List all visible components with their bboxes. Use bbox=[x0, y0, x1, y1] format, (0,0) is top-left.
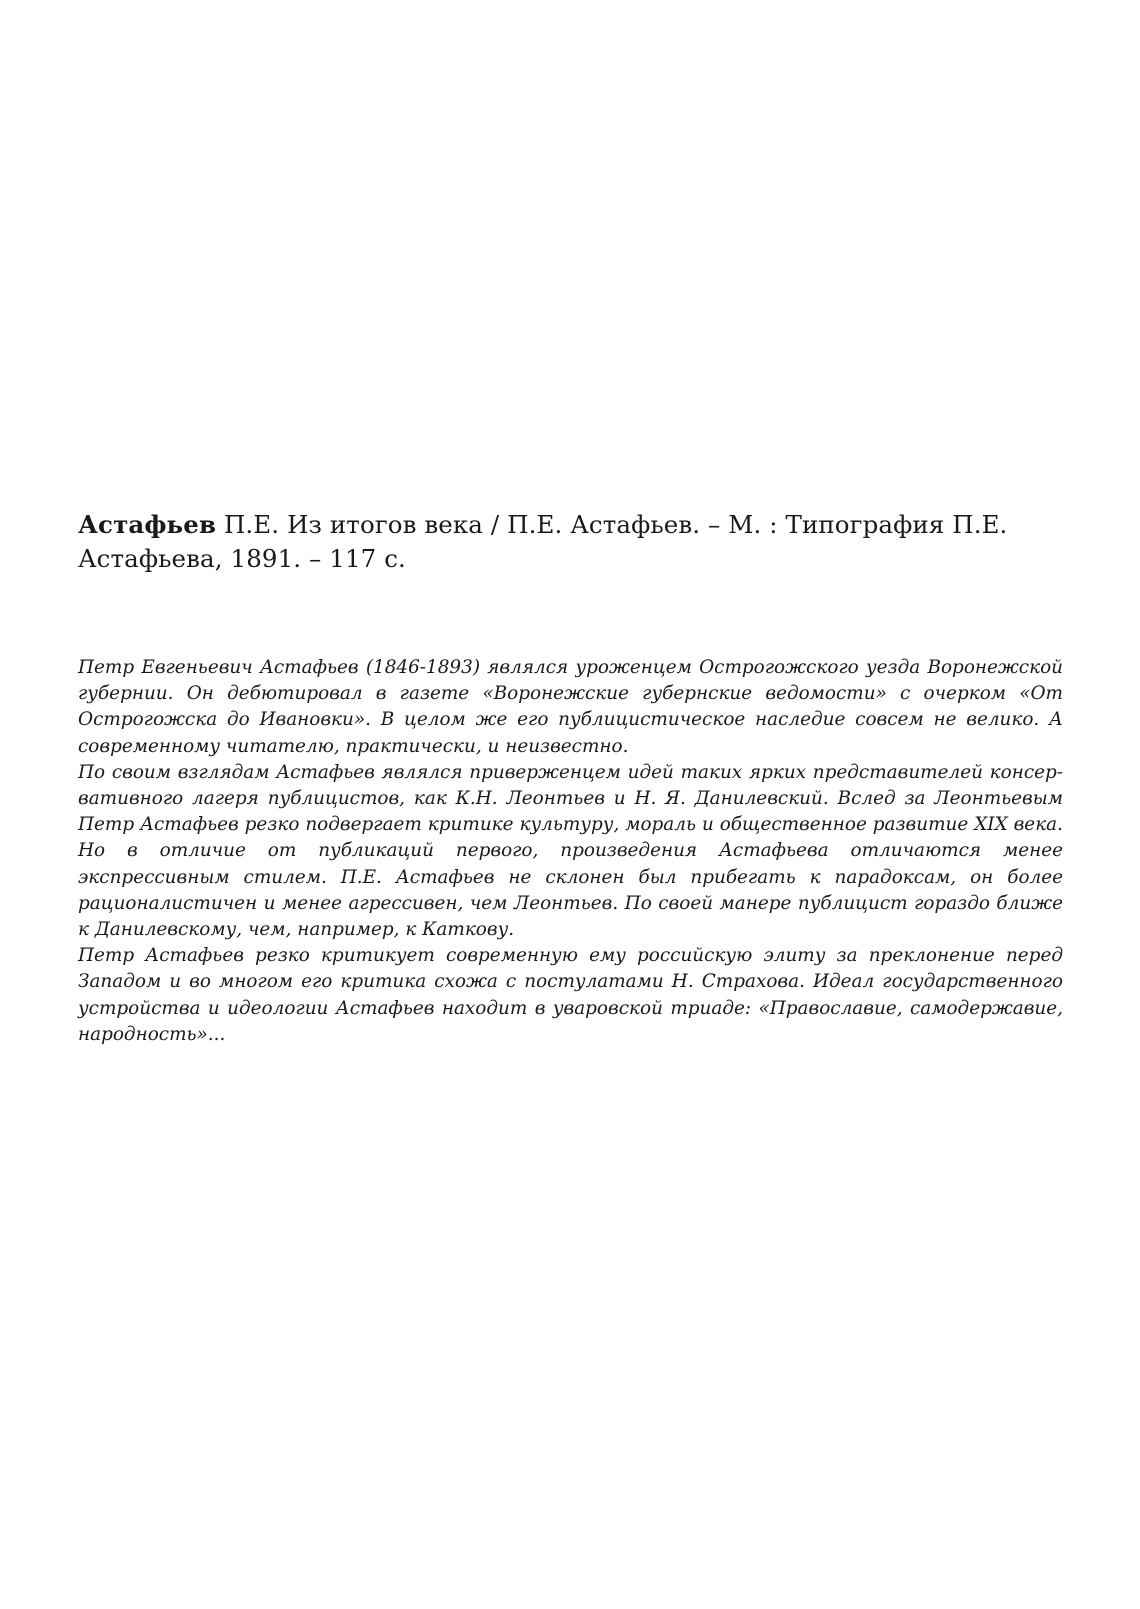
annotation-paragraph: Петр Астафьев резко критикует современную ему российскую элиту за преклонение перед Западом и во многом его критика схожа с постулатами Н. Страхова. Идеал государственного устройства и идеологии Астафьев находит в уваровской триаде: «Православие, самодержавие, народность»... bbox=[78, 945, 1063, 1045]
citation-details: П.Е. Из итогов века / П.Е. Астафьев. – М. : Типография П.Е. Астафьева, 1891. – 117 с. bbox=[78, 510, 1008, 573]
annotation-paragraph: Петр Евгеньевич Астафьев (1846-1893) являлся уроженцем Острогожского уезда Воронежской губернии. Он дебютировал в газете «Воронежские губернские ведомости» с очерком «От Острогожска до Ивановки». В целом же его публицистическое наследие совсем не велико. А современному читателю, практически, и неизвестно. bbox=[78, 657, 1063, 757]
bibliographic-citation bbox=[78, 508, 1063, 576]
annotation-paragraph: По своим взглядам Астафьев являлся приверженцем идей таких ярких представителей консервативного лагеря публицистов, как К.Н. Леонтьев и Н. Я. Данилевский. Вслед за Леонтьевым Петр Астафьев резко подвергает критике культуру, мораль и общественное развитие XIX века. Но в отличие от публикаций первого, произведения Астафьева отличаются менее экспрессивным стилем. П.Е. Астафьев не склонен был прибегать к парадоксам, он более рационалистичен и менее агрессивен, чем Леонтьев. По своей манере публицист гораздо ближе к Данилевскому, чем, например, к Каткову. bbox=[78, 761, 1063, 941]
citation-author: Астафьев bbox=[78, 510, 217, 539]
annotation-text bbox=[78, 655, 1063, 1048]
